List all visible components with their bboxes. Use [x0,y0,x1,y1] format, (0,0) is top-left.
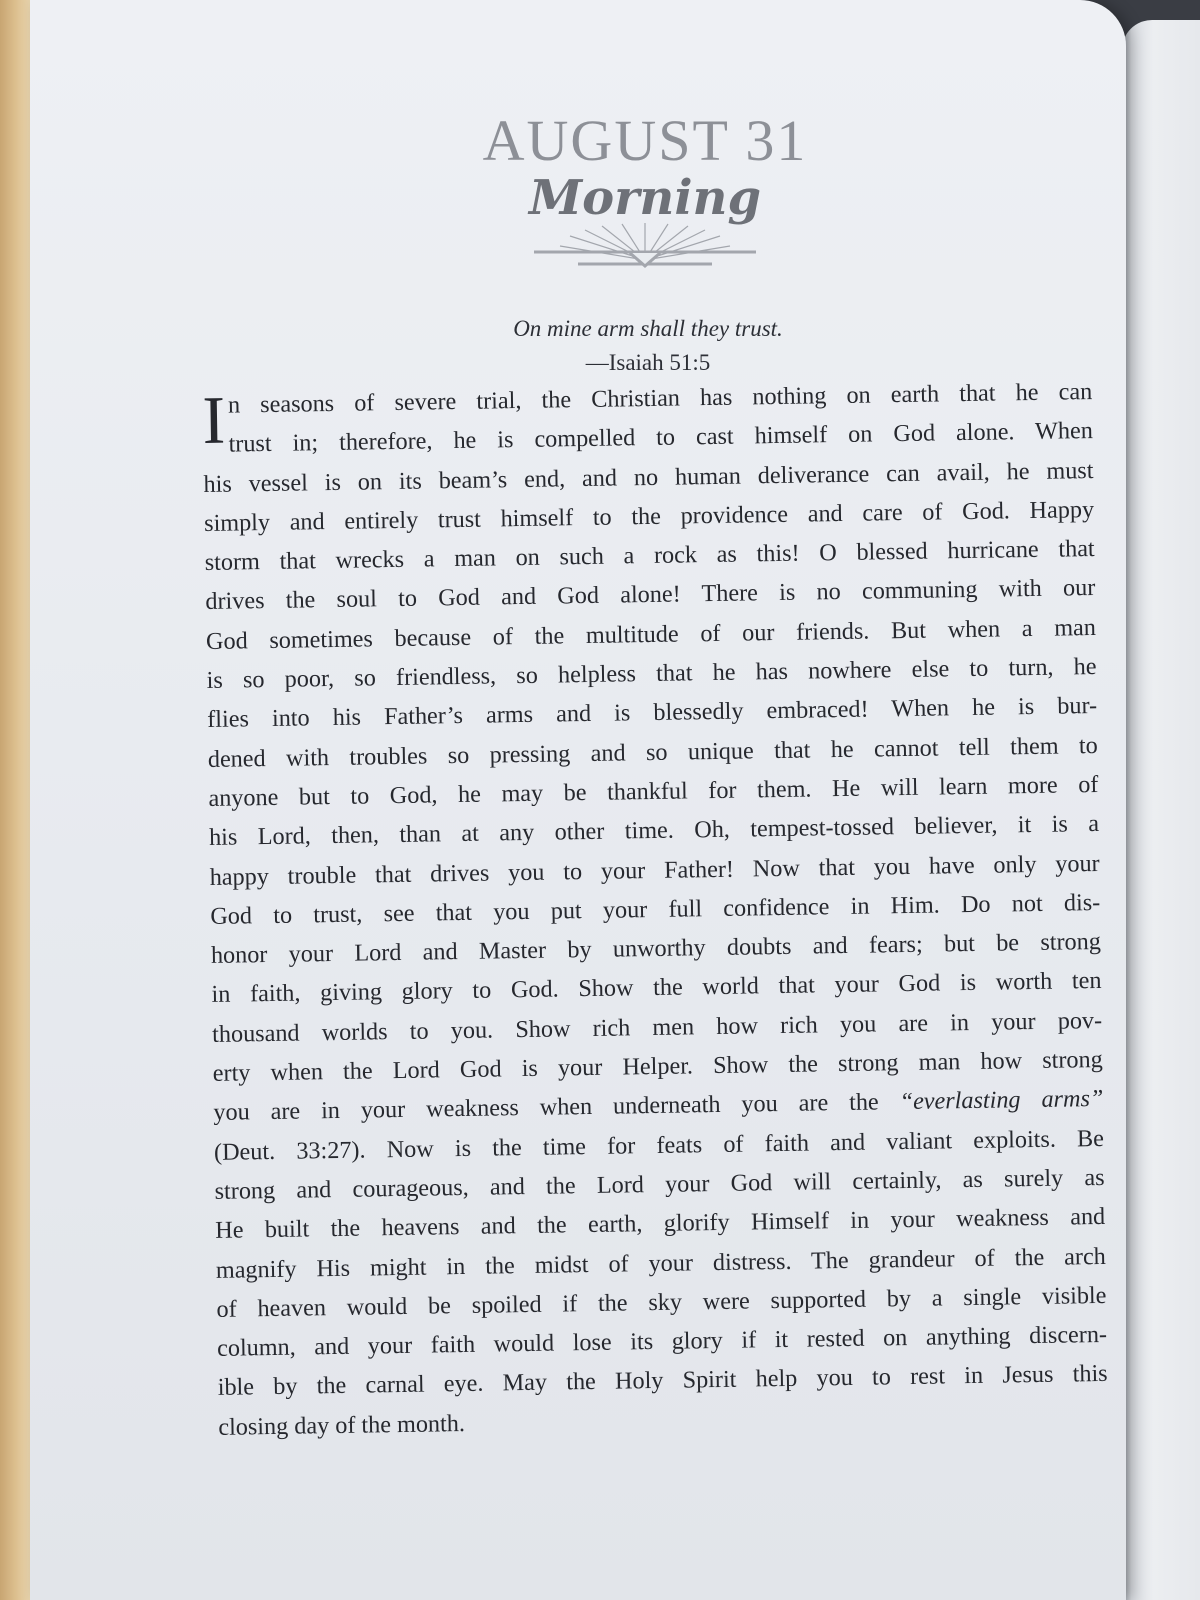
text-line: He built the heavens and the earth, glorify Himself in your weakness and [215,1203,1106,1245]
text-line: strong and courageous, and the Lord your God will certainly, as surely as [214,1163,1105,1205]
text-line: God to trust, see that you put your full confidence in Him. Do not dis- [210,888,1101,930]
page-date: AUGUST 31 [482,108,808,173]
text-line: honor your Lord and Master by unworthy doubts and fears; but be strong [210,928,1102,970]
text-line: dened with troubles so pressing and so unique that he cannot tell them to [207,731,1098,773]
text-line: you are in your weakness when underneath you are the [213,1088,879,1127]
text-line: happy trouble that drives you to your Father! Now that you have only your [209,849,1100,891]
text-line: drives the soul to God and God alone! There is no communing with our [205,574,1096,616]
epigraph [30,312,1200,380]
text-line: trust in; therefore, he is compelled to cast himself on God alone. When [228,417,1094,458]
text-line: simply and entirely trust himself to the providence and care of God. Happy [203,495,1095,537]
text-line: of heaven would be spoiled if the sky were supported by a single visible [216,1281,1107,1323]
scripture-quote: “everlasting arms” [899,1085,1104,1116]
text-line: storm that wrecks a man on such a rock as this! O blessed hurricane that [204,535,1095,577]
text-line: ible by the carnal eye. May the Holy Spirit help you to rest in Jesus this [217,1360,1108,1402]
epigraph-verse: On mine arm shall they trust. [513,316,783,341]
text-line: n seasons of severe trial, the Christian has nothing on earth that he can [227,378,1093,419]
text-line: thousand worlds to you. Show rich men how rich you are in your pov- [211,1006,1103,1048]
epigraph-reference: —Isaiah 51:5 [585,350,711,375]
book-page [30,0,1126,1600]
text-line: (Deut. 33:27). Now is the time for feats of faith and valiant exploits. Be [213,1124,1105,1166]
text-line: anyone but to God, he may be thankful for them. He will learn more of [208,770,1099,812]
text-line: closing day of the month. [218,1409,466,1441]
session-title: Morning [528,170,762,226]
text-line: erty when the Lord God is your Helper. Show the strong man how strong [212,1045,1103,1087]
text-line: his vessel is on its beam’s end, and no human deliverance can avail, he must [203,456,1094,498]
devotional-text [202,372,1109,1447]
text-line: his Lord, then, than at any other time. Oh, tempest-tossed believer, it is a [208,810,1100,852]
text-line: flies into his Father’s arms and is blessedly embraced! When he is bur- [207,692,1098,734]
text-line: is so poor, so friendless, so helpless that he has nowhere else to turn, he [206,653,1097,695]
page-header [30,108,1200,272]
text-line: magnify His might in the midst of your distress. The grandeur of the arch [215,1242,1106,1284]
text-line: column, and your faith would lose its glory if it rested on anything discern- [216,1321,1108,1363]
text-line: God sometimes because of the multitude of our friends. But when a man [205,613,1097,655]
text-line: in faith, giving glory to God. Show the world that your God is worth ten [211,967,1102,1009]
drop-cap: I [201,381,226,458]
sunburst-ornament-icon [530,222,760,272]
